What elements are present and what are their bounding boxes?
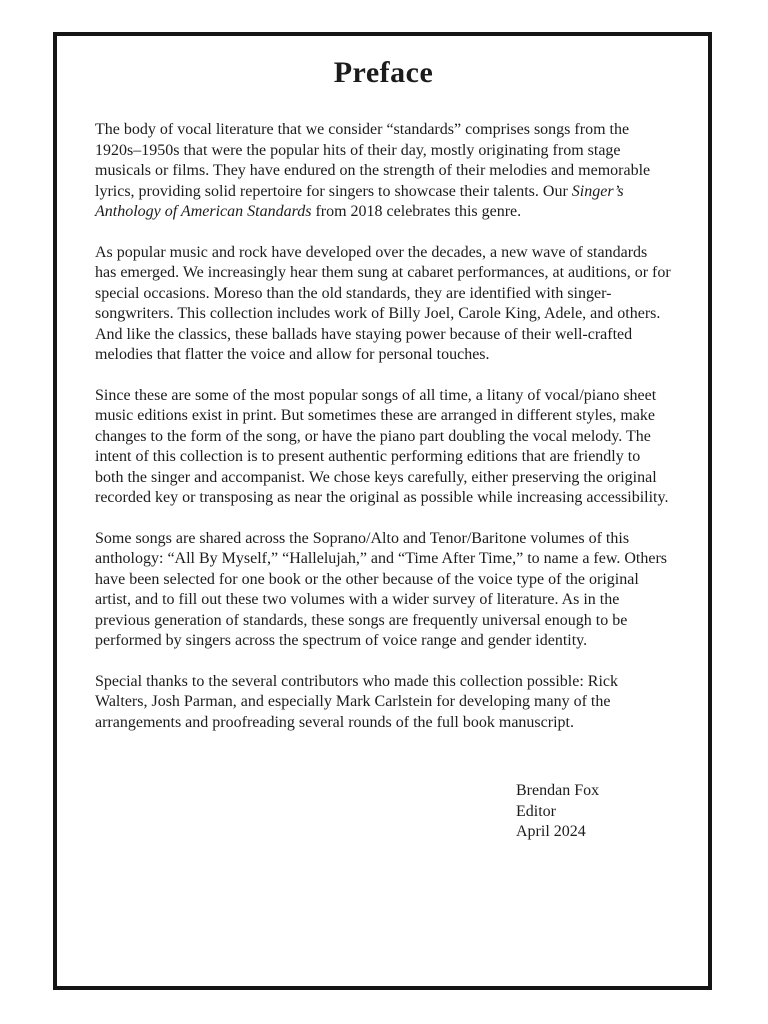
paragraph-5: Special thanks to the several contributors who made this collection possible: Rick Walters, Josh Parman, and especially Mark Carlstein for developing many of the arrangements and proofreading several rounds of the full book manuscript.: [95, 672, 618, 731]
preface-body: [95, 120, 672, 733]
signature-role: Editor: [516, 802, 556, 820]
signature-date: April 2024: [516, 823, 586, 840]
paragraph-3: Since these are some of the most popular songs of all time, a litany of vocal/piano sheet music editions exist in print. But sometimes these are arranged in different styles, make changes to the form of the song, or have the piano part doubling the vocal melody. The intent of this collection is to present authentic performing editions that are friendly to both the singer and accompanist. We chose keys carefully, either preserving the original recorded key or transposing as near the original as possible while increasing accessibility.: [95, 386, 669, 506]
page-frame: [53, 32, 712, 990]
paragraph-1-text-end: from 2018 celebrates this genre.: [311, 203, 522, 220]
book-title-italic: Singer’s Anthology of American Standards: [95, 182, 624, 220]
page-title: Preface: [333, 56, 434, 89]
signature-name: Brendan Fox: [516, 782, 600, 799]
page-content: [57, 36, 708, 843]
paragraph-1: [95, 120, 672, 223]
signature-block: [516, 781, 664, 843]
paragraph-1-text: The body of vocal literature that we consider “standards” comprises songs from the 1920s–1950s that were the popular hits of their day, mostly originating from stage musicals or films. They have endured on the strength of their melodies and memorable lyrics, providing solid repertoire for singers to showcase their talents. Our: [95, 121, 651, 200]
paragraph-4: Some songs are shared across the Soprano/Alto and Tenor/Baritone volumes of this anthology: “All By Myself,” “Hallelujah,” and “Time After Time,” to name a few. Others have been selected for one book or the other because of the voice type of the original artist, and to fill out these two volumes with a wider survey of literature. As in the previous generation of standards, these songs are frequently universal enough to be performed by singers across the spectrum of voice range and gender identity.: [95, 529, 668, 649]
paragraph-2: As popular music and rock have developed over the decades, a new wave of standards has emerged. We increasingly hear them sung at cabaret performances, at auditions, or for special occasions. Moreso than the old standards, they are identified with singer-songwriters. This collection includes work of Billy Joel, Carole King, Adele, and others. And like the classics, these ballads have staying power because of their well-crafted melodies that flatter the voice and allow for personal touches.: [95, 243, 671, 363]
